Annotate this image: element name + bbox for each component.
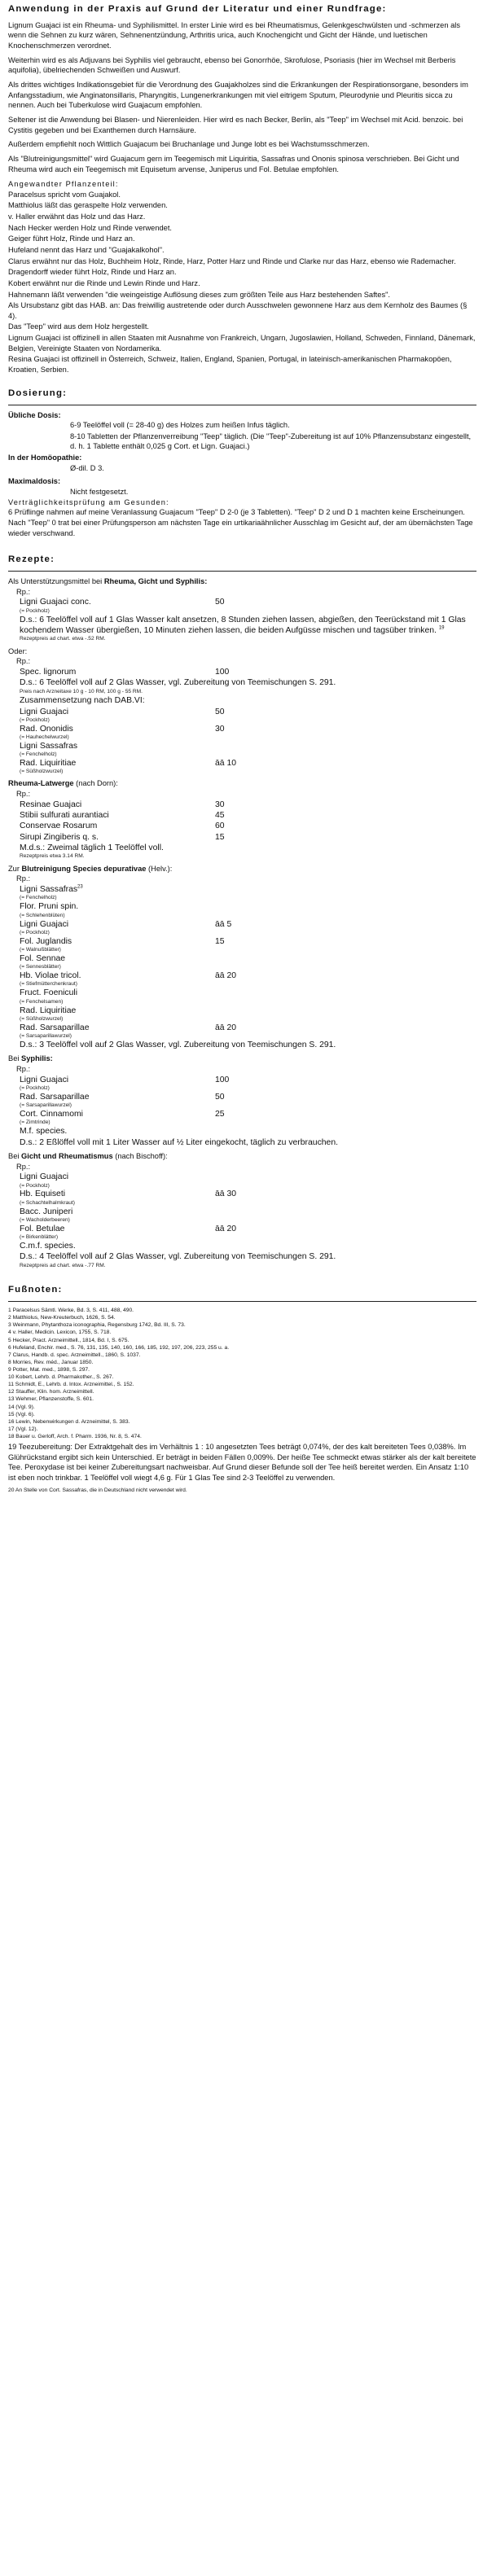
ingredient-row: Ligni Guajaci conc. 50 xyxy=(20,598,225,607)
recipe-title: Als Unterstützungsmittel bei Rheuma, Gicht und Syphilis: xyxy=(8,577,208,586)
tolerance-heading: Verträglichkeitsprüfung am Gesunden: xyxy=(8,497,169,506)
ingredient-row: Rad. Liquiritiae āā 10 xyxy=(20,759,237,769)
paragraph-indication-bladder: Seltener ist die Anwendung bei Blasen- und Nierenleiden. Hier wird es nach Becker, Berlin, als "Teep" im Wechsel mit Acid. benzoic. bei Cystitis gegeben und bei Exanthemen durch Harnsäure. xyxy=(8,115,463,134)
footnote: 4 v. Haller, Medicin. Lexicon, 1755, S. 718. xyxy=(8,1330,112,1336)
footnote: 8 Morries, Rev. méd., Januar 1850. xyxy=(8,1359,94,1365)
footnote: 12 Stauffer, Klin. hom. Arzneimittell. xyxy=(8,1389,94,1395)
plant-part-line: Clarus erwähnt nur das Holz, Buchheim Holz, Rinde, Harz, Potter Harz und Rinde und Clarke nur das Harz, ebenso wie Rademacher. xyxy=(8,256,456,265)
ingredient-synonym: (= Pockholz) xyxy=(20,1084,50,1091)
ingredient-row: Stibii sulfurati aurantiaci 45 xyxy=(20,810,225,820)
plant-part-line: v. Haller erwähnt das Holz und das Harz. xyxy=(8,212,146,221)
homoeopathy-value: Ø-dil. D 3. xyxy=(70,463,104,472)
recipe-title: Oder: xyxy=(8,646,28,655)
section-heading-footnotes: Fußnoten: xyxy=(8,1285,63,1295)
plant-part-line: Kobert erwähnt nur die Rinde und Lewin Rinde und Harz. xyxy=(8,278,200,287)
recipe-rheuma-gicht-syphilis xyxy=(8,576,476,643)
ingredient-row: Rad. Liquiritiae xyxy=(20,1005,77,1015)
plant-part-line: Hahnemann läßt verwenden "die weingeistige Auflösung dieses zum größten Teile aus Harz bestehenden Saftes". xyxy=(8,290,390,299)
ingredient-row: Flor. Pruni spin. xyxy=(20,902,79,912)
footnote: 17 (Vgl. 12). xyxy=(8,1426,38,1432)
plant-part-line: Hufeland nennt das Harz und "Guajakalkohol". xyxy=(8,246,165,254)
ingredient-row: Rad. Sarsaparillae 50 xyxy=(20,1092,225,1102)
ingredient-synonym: (= Stiefmütterchenkraut) xyxy=(20,981,77,988)
usual-dose-line: 6-9 Teelöffel voll (= 28-40 g) des Holzes zum heißen Infus täglich. xyxy=(70,421,290,430)
ingredient-row: Ligni Guajaci 50 xyxy=(20,707,225,716)
ingredient-synonym: (= Pockholz) xyxy=(20,607,50,614)
paragraph-indication-other: Außerdem empfiehlt noch Wittlich Guajacum bei Bruchanlage und Junge lobt es bei Wachstumsschmerzen. xyxy=(8,140,370,149)
footnote: 13 Wehmer, Pflanzenstoffe, S. 601. xyxy=(8,1396,94,1403)
footnote: 9 Potter, Mat. med., 1898, S. 297. xyxy=(8,1366,90,1373)
footnote: 1 Paracelsus Sämtl. Werke, Bd. 3, S. 411, 488, 490. xyxy=(8,1308,134,1314)
footnote-list xyxy=(8,1307,476,1440)
ingredient-row: Resinae Guajaci 30 xyxy=(20,800,225,809)
recipe-mixing: M.f. species. xyxy=(20,1127,68,1137)
rp-label: Rp.: xyxy=(16,1162,31,1171)
ingredient-synonym: (= Süßholzwurzel) xyxy=(20,1015,64,1022)
ingredient-row: Bacc. Juniperi xyxy=(20,1207,73,1216)
ingredient-row: Ligni Sassafras$^{23}$ xyxy=(20,884,83,895)
ingredient-row: Ligni Sassafras xyxy=(20,741,78,751)
ingredient-row: Conservae Rosarum 60 xyxy=(20,821,225,831)
recipe-mixing: C.m.f. species. xyxy=(20,1242,76,1251)
ingredient-row: Hb. Equiseti āā 30 xyxy=(20,1189,237,1199)
footnote: 6 Hufeland, Enchir. med., S. 76, 131, 135, 140, 160, 166, 185, 192, 197, 206, 223, 255 u. a. xyxy=(8,1344,230,1351)
max-dose-label: Maximaldosis: xyxy=(8,477,61,486)
composition-title: Zusammensetzung nach DAB.VI: xyxy=(20,696,145,706)
recipe-directions: D.s.: 4 Teelöffel voll auf 2 Glas Wasser, vgl. Zubereitung von Teemischungen S. 291. xyxy=(20,1252,336,1262)
ingredient-synonym: (= Birkenblätter) xyxy=(20,1234,59,1241)
plant-part-line: Matthiolus läßt das geraspelte Holz verwenden. xyxy=(8,201,168,210)
footnote: 11 Schmidt, E., Lehrb. d. Intox. Arzneimittel., S. 152. xyxy=(8,1382,134,1388)
usual-dose-values xyxy=(70,420,476,452)
plant-part-line: Dragendorff wieder führt Holz, Rinde und Harz an. xyxy=(8,268,177,277)
recipe-directions: D.s.: 3 Teelöffel voll auf 2 Glas Wasser, vgl. Zubereitung von Teemischungen S. 291. xyxy=(20,1040,336,1050)
rp-label: Rp.: xyxy=(16,657,31,666)
ingredient-synonym: (= Sarsaparillawurzel) xyxy=(20,1102,72,1109)
plant-part-line: Resina Guajaci ist offizinell in Österreich, Schweiz, Italien, England, Spanien, Portugal, in lateinisch-amerikanischen Pharmakopöen, Kroatien, Serbien. xyxy=(8,355,452,375)
plant-part-line: Nach Hecker werden Holz und Rinde verwendet. xyxy=(8,223,173,232)
footnote: 5 Hecker, Pract. Arzneimittell., 1814, Bd. I, S. 675. xyxy=(8,1337,130,1343)
recipe-syphilis xyxy=(8,1054,476,1148)
recipe-directions: D.s.: 6 Teelöffel voll auf 1 Glas Wasser kalt ansetzen, 8 Stunden ziehen lassen, abgießen, den Teerückstand mit 1 Glas kochendem Wasser übergießen, 10 Minuten ziehen lassen, die beiden Aufgüsse mischen und tagsüber trinken. $^{19}$ xyxy=(20,615,466,635)
recipe-directions: D.s.: 6 Teelöffel voll auf 2 Glas Wasser, vgl. Zubereitung von Teemischungen S. 291. xyxy=(20,678,336,688)
ingredient-synonym: (= Walnußblätter) xyxy=(20,947,61,953)
recipe-title: Rheuma-Latwerge (nach Dorn): xyxy=(8,779,118,788)
ingredient-row: Fol. Sennae xyxy=(20,953,66,963)
ingredient-row: Rad. Ononidis 30 xyxy=(20,724,225,734)
rp-label: Rp.: xyxy=(16,790,31,799)
footnote: 14 (Vgl. 9). xyxy=(8,1404,35,1410)
paragraph-indication-respiratory: Als drittes wichtiges Indikationsgebiet für die Verordnung des Guajakholzes sind die Erkrankungen der Respirationsorgane, besonders im Anfangsstadium, wie Anginatonsillaris, Pharyngitis, Lungenerkrankungen mit viel eitrigem Sputum, Pleurodynie und Pleuritis sicca zu nennen. Auch bei Tuberkulose wird Guajacum empfohlen. xyxy=(8,81,468,110)
ingredient-row: Cort. Cinnamomi 25 xyxy=(20,1110,225,1119)
ingredient-row: Rad. Sarsaparillae āā 20 xyxy=(20,1023,237,1032)
recipe-title: Bei Syphilis: xyxy=(8,1054,53,1063)
ingredient-row: Ligni Guajaci xyxy=(20,1172,69,1182)
plant-part-line: Geiger führt Holz, Rinde und Harz an. xyxy=(8,234,135,243)
ingredient-row: Fruct. Foeniculi xyxy=(20,988,78,998)
recipe-rheuma-latwerge xyxy=(8,778,476,860)
ingredient-row: Fol. Juglandis 15 xyxy=(20,936,225,946)
rp-label: Rp.: xyxy=(16,874,31,883)
footnote: 3 Weinmann, Phytanthoza iconographia, Regensburg 1742, Bd. III, S. 73. xyxy=(8,1322,186,1329)
divider xyxy=(8,571,476,572)
footnote: 2 Matthiolus, New-Kreuterbuch, 1626, S. 54. xyxy=(8,1315,116,1321)
section-heading-plant-part: Angewandter Pflanzenteil: xyxy=(8,180,119,189)
ingredient-synonym: (= Fenchelsamen) xyxy=(20,998,64,1005)
paragraph-indication-blood: Als "Blutreinigungsmittel" wird Guajacum gern im Teegemisch mit Liquiritia, Sassafras und Ononis spinosa verschrieben. Bei Gicht und Rheuma wird auch ein Teegemisch mit Equisetum arvense, Juniperus und Fol. Betulae empfohlen. xyxy=(8,154,459,173)
rp-label: Rp.: xyxy=(16,587,31,596)
footnote: 16 Lewin, Nebenwirkungen d. Arzneimittel, S. 383. xyxy=(8,1418,130,1425)
plant-part-line: Das "Teep" wird aus dem Holz hergestellt. xyxy=(8,322,149,331)
ingredient-row: Fol. Betulae āā 20 xyxy=(20,1224,237,1233)
recipe-price: Preis nach Arzneitaxe 10 g - 10 RM, 100 g - 55 RM. xyxy=(20,688,143,694)
ingredient-synonym: (= Pockholz) xyxy=(20,1182,50,1189)
footnote-tea-preparation: 19 Teezubereitung: Der Extraktgehalt des im Verhältnis 1 : 10 angesetzten Tees beträgt 0,074%, der des kalt bereiteten Tees 0,038%. Im Glührückstand ergibt sich kein Unterschied. Er beträgt in beiden Fällen 0,009%. Der heiße Tee schmeckt etwas stärker als der kalt bereitete Tee. Peroxydase ist bei keiner Zubereitungsart nachweisbar. Auf Grund dieser Befunde soll der Tee heiß bereitet werden. Ein Ansatz 1:10 ist eben noch trinkbar. 1 Teelöffel voll wiegt 4,6 g. Für 1 Glas Tee sind 2-3 Teelöffel zu verwenden. xyxy=(8,1443,476,1482)
footnote: 10 Kobert, Lehrb. d. Pharmakother., S. 267. xyxy=(8,1374,114,1381)
recipe-blutreinigung xyxy=(8,864,476,1051)
divider xyxy=(8,1301,476,1302)
homoeopathy-label: In der Homöopathie: xyxy=(8,453,82,462)
recipe-directions: D.s.: 2 Eßlöffel voll mit 1 Liter Wasser auf ½ Liter eingekocht, täglich zu verbrauchen. xyxy=(20,1137,338,1147)
paragraph-indication-syphilis: Weiterhin wird es als Adjuvans bei Syphilis viel gebraucht, ebenso bei Gonorrhöe, Skrofulose, Psoriasis (hier im Wechsel mit Berberis aquifolia), übelriechenden Schweißen und Auswurf. xyxy=(8,55,456,75)
ingredient-row: Spec. lignorum 100 xyxy=(20,668,230,677)
ingredient-synonym: (= Wacholderbeeren) xyxy=(20,1216,70,1223)
usual-dose-line: 8-10 Tabletten der Pflanzenverreibung "Teep" täglich. (Die "Teep"-Zubereitung ist auf 10% Pflanzensubstanz eingestellt, d. h. 1 Tablette enthält 0,025 g Cort. et Lign. Guajaci.) xyxy=(70,432,472,451)
footnote-sassafras: 20 An Stelle von Cort. Sassafras, die in Deutschland nicht verwendet wird. xyxy=(8,1487,187,1493)
ingredient-row: Sirupi Zingiberis q. s. 15 xyxy=(20,832,225,842)
section-heading-praxis: Anwendung in der Praxis auf Grund der Literatur und einer Rundfrage: xyxy=(8,4,387,14)
usual-dose-label: Übliche Dosis: xyxy=(8,410,61,419)
recipe-directions: M.d.s.: Zweimal täglich 1 Teelöffel voll. xyxy=(20,843,164,852)
max-dose-value: Nicht festgesetzt. xyxy=(70,488,129,496)
recipe-gicht-rheumatismus xyxy=(8,1151,476,1269)
recipe-title: Bei Gicht und Rheumatismus (nach Bischoff): xyxy=(8,1151,168,1160)
recipe-spec-lignorum xyxy=(8,646,476,776)
ingredient-row: Ligni Guajaci āā 5 xyxy=(20,919,232,929)
ingredient-synonym: (= Süßholzwurzel) xyxy=(20,769,64,775)
ingredient-synonym: (= Hauhechelwurzel) xyxy=(20,734,69,741)
ingredient-synonym: (= Fenchelholz) xyxy=(20,751,57,758)
section-heading-dosage: Dosierung: xyxy=(8,388,68,398)
ingredient-synonym: (= Schlehenblüten) xyxy=(20,912,65,918)
rp-label: Rp.: xyxy=(16,1064,31,1073)
ingredient-synonym: (= Fenchelholz) xyxy=(20,895,57,901)
ingredient-synonym: (= Schachtelhalmkraut) xyxy=(20,1199,75,1206)
ingredient-synonym: (= Pockholz) xyxy=(20,716,50,723)
ingredient-synonym: (= Zimtrinde) xyxy=(20,1119,50,1126)
recipe-price: Rezeptpreis ad chart. etwa -.77 RM. xyxy=(20,1262,106,1268)
footnote: 15 (Vgl. 6). xyxy=(8,1411,35,1417)
ingredient-synonym: (= Sarsaparillawurzel) xyxy=(20,1033,72,1040)
ingredient-row: Ligni Guajaci 100 xyxy=(20,1075,230,1084)
paragraph-indication-rheuma: Lignum Guajaci ist ein Rheuma- und Syphilismittel. In erster Linie wird es bei Rheumatismus, Gelenkgeschwülsten und -schmerzen als wenn die Sehnen zu kurz wären, Sehnenentzündung, Arthritis urica, auch Knochengicht und Gicht der Hände, und luetischen Knochenschmerzen verordnet. xyxy=(8,20,460,50)
plant-part-line: Paracelsus spricht vom Guajakol. xyxy=(8,190,121,199)
section-heading-recipes: Rezepte: xyxy=(8,554,55,565)
tolerance-text: 6 Prüflinge nahmen auf meine Veranlassung Guajacum "Teep" D 2-0 (je 3 Tabletten). "Teep" D 2 und D 1 machten keine Erscheinungen. Nach "Teep" 0 trat bei einer Prüfungsperson am nächsten Tage ein urtikariaähnlicher Ausschlag im Gesicht auf, der am übernächsten Tage wieder verschwand. xyxy=(8,508,473,537)
plant-part-line: Lignum Guajaci ist offizinell in allen Staaten mit Ausnahme von Frankreich, Ungarn, Jugoslawien, Holland, Schweden, Finnland, Dänemark, Belgien, Vereinigte Staaten von Nordamerika. xyxy=(8,334,476,353)
recipe-price: Rezeptpreis etwa 3.14 RM. xyxy=(20,853,85,860)
recipe-price: Rezeptpreis ad chart. etwa -.52 RM. xyxy=(20,636,106,642)
ingredient-row: Hb. Violae tricol. āā 20 xyxy=(20,971,237,981)
recipe-title: Zur Blutreinigung Species depurativae (Helv.): xyxy=(8,864,173,873)
plant-part-line: Als Ursubstanz gibt das HAB. an: Das freiwillig austretende oder durch Ausschwelen gewonnene Harz aus dem Kernholz des Baumes (§ 4). xyxy=(8,301,468,320)
ingredient-synonym: (= Sennesblätter) xyxy=(20,964,61,970)
ingredient-synonym: (= Pockholz) xyxy=(20,929,50,935)
footnote: 18 Bauer u. Gerloff, Arch. f. Pharm. 1936, Nr. 8, S. 474. xyxy=(8,1433,142,1439)
footnote: 7 Clarus, Handb. d. spec. Arzneimittell., 1860, S. 1037. xyxy=(8,1352,141,1358)
plant-part-list xyxy=(8,190,476,375)
